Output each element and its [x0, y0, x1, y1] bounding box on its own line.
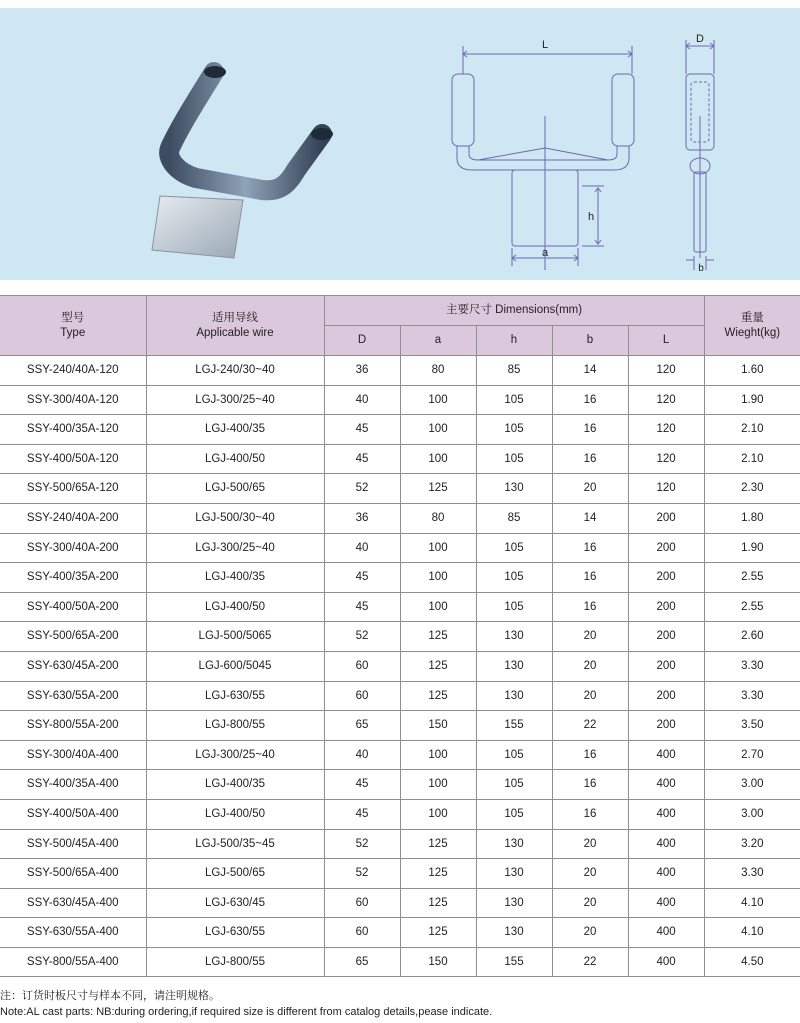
cell-weight: 2.10	[704, 415, 800, 445]
cell-b: 16	[552, 415, 628, 445]
cell-type: SSY-500/45A-400	[0, 829, 146, 859]
cell-D: 45	[324, 770, 400, 800]
cell-type: SSY-240/40A-200	[0, 503, 146, 533]
cell-weight: 2.10	[704, 444, 800, 474]
cell-weight: 1.90	[704, 533, 800, 563]
cell-type: SSY-300/40A-120	[0, 385, 146, 415]
cell-wire: LGJ-400/35	[146, 415, 324, 445]
cell-weight: 2.55	[704, 592, 800, 622]
cell-type: SSY-500/65A-200	[0, 622, 146, 652]
cell-D: 52	[324, 622, 400, 652]
header-wire-cn: 适用导线	[212, 312, 258, 325]
cell-D: 60	[324, 681, 400, 711]
cell-h: 155	[476, 947, 552, 977]
cell-a: 150	[400, 711, 476, 741]
cell-wire: LGJ-500/65	[146, 859, 324, 889]
table-row	[0, 503, 800, 533]
cell-type: SSY-800/55A-400	[0, 947, 146, 977]
header-dim-D: D	[324, 326, 400, 356]
dim-label-D: D	[696, 33, 704, 45]
cell-wire: LGJ-800/55	[146, 711, 324, 741]
cell-weight: 1.80	[704, 503, 800, 533]
table-row	[0, 918, 800, 948]
cell-weight: 3.50	[704, 711, 800, 741]
cell-L: 200	[628, 711, 704, 741]
cell-weight: 2.30	[704, 474, 800, 504]
cell-wire: LGJ-300/25~40	[146, 740, 324, 770]
cell-type: SSY-800/55A-200	[0, 711, 146, 741]
cell-L: 400	[628, 947, 704, 977]
cell-b: 20	[552, 888, 628, 918]
cell-b: 16	[552, 799, 628, 829]
notes	[0, 988, 492, 1020]
cell-type: SSY-400/35A-120	[0, 415, 146, 445]
table-row	[0, 829, 800, 859]
header-dimensions: 主要尺寸 Dimensions(mm)	[324, 296, 704, 326]
cell-b: 14	[552, 503, 628, 533]
cell-D: 45	[324, 799, 400, 829]
table-row	[0, 592, 800, 622]
cell-weight: 2.70	[704, 740, 800, 770]
note-cn: 注：订货时板尺寸与样本不同，请注明规格。	[0, 990, 220, 1002]
cell-wire: LGJ-400/35	[146, 770, 324, 800]
cell-wire: LGJ-630/55	[146, 681, 324, 711]
cell-L: 120	[628, 385, 704, 415]
table-row	[0, 947, 800, 977]
cell-h: 105	[476, 799, 552, 829]
cell-a: 100	[400, 592, 476, 622]
cell-weight: 2.55	[704, 563, 800, 593]
cell-type: SSY-500/65A-400	[0, 859, 146, 889]
cell-L: 200	[628, 503, 704, 533]
cell-L: 200	[628, 563, 704, 593]
table-row	[0, 799, 800, 829]
cell-type: SSY-630/55A-400	[0, 918, 146, 948]
cell-L: 400	[628, 888, 704, 918]
cell-L: 400	[628, 918, 704, 948]
cell-b: 16	[552, 444, 628, 474]
header-dim-L: L	[628, 326, 704, 356]
cell-L: 200	[628, 651, 704, 681]
cell-D: 65	[324, 711, 400, 741]
side-view-drawing	[686, 40, 714, 270]
cell-L: 400	[628, 799, 704, 829]
cell-b: 16	[552, 533, 628, 563]
table-row	[0, 622, 800, 652]
cell-D: 65	[324, 947, 400, 977]
table-body	[0, 356, 800, 977]
cell-b: 20	[552, 918, 628, 948]
cell-b: 16	[552, 740, 628, 770]
cell-h: 130	[476, 474, 552, 504]
dim-label-b: b	[698, 263, 704, 274]
table-row	[0, 563, 800, 593]
cell-L: 400	[628, 770, 704, 800]
cell-weight: 3.30	[704, 651, 800, 681]
cell-D: 45	[324, 592, 400, 622]
cell-wire: LGJ-400/50	[146, 444, 324, 474]
cell-weight: 1.90	[704, 385, 800, 415]
table-row	[0, 770, 800, 800]
cell-L: 200	[628, 622, 704, 652]
cell-D: 36	[324, 356, 400, 386]
cell-h: 130	[476, 829, 552, 859]
cell-wire: LGJ-800/55	[146, 947, 324, 977]
cell-h: 105	[476, 592, 552, 622]
cell-a: 125	[400, 859, 476, 889]
cell-a: 100	[400, 415, 476, 445]
cell-h: 105	[476, 740, 552, 770]
header-dim-h: h	[476, 326, 552, 356]
cell-h: 155	[476, 711, 552, 741]
cell-weight: 3.30	[704, 859, 800, 889]
cell-wire: LGJ-400/35	[146, 563, 324, 593]
table-row	[0, 888, 800, 918]
cell-type: SSY-400/35A-400	[0, 770, 146, 800]
cell-wire: LGJ-500/30~40	[146, 503, 324, 533]
header-wire-en: Applicable wire	[196, 326, 274, 339]
cell-a: 125	[400, 651, 476, 681]
cell-L: 400	[628, 859, 704, 889]
cell-D: 52	[324, 474, 400, 504]
cell-weight: 1.60	[704, 356, 800, 386]
cell-weight: 3.20	[704, 829, 800, 859]
cell-weight: 4.10	[704, 918, 800, 948]
cell-type: SSY-630/45A-400	[0, 888, 146, 918]
table-row	[0, 444, 800, 474]
dim-label-L: L	[541, 39, 549, 51]
header-type-en: Type	[60, 326, 86, 339]
cell-L: 200	[628, 592, 704, 622]
cell-a: 100	[400, 563, 476, 593]
cell-h: 85	[476, 356, 552, 386]
cell-L: 120	[628, 444, 704, 474]
table-row	[0, 385, 800, 415]
cell-weight: 3.00	[704, 770, 800, 800]
cell-type: SSY-630/45A-200	[0, 651, 146, 681]
cell-weight: 3.00	[704, 799, 800, 829]
table-row	[0, 415, 800, 445]
cell-a: 80	[400, 503, 476, 533]
table-row	[0, 711, 800, 741]
cell-wire: LGJ-400/50	[146, 592, 324, 622]
header-dim-b: b	[552, 326, 628, 356]
cell-L: 120	[628, 474, 704, 504]
cell-h: 130	[476, 651, 552, 681]
table-row	[0, 651, 800, 681]
cell-type: SSY-500/65A-120	[0, 474, 146, 504]
cell-L: 120	[628, 415, 704, 445]
cell-a: 125	[400, 622, 476, 652]
cell-D: 52	[324, 829, 400, 859]
cell-h: 105	[476, 415, 552, 445]
cell-type: SSY-400/50A-200	[0, 592, 146, 622]
cell-h: 130	[476, 888, 552, 918]
cell-a: 100	[400, 740, 476, 770]
table-row	[0, 533, 800, 563]
cell-wire: LGJ-300/25~40	[146, 385, 324, 415]
dim-label-h: h	[587, 211, 595, 223]
header-wire	[146, 296, 324, 356]
cell-b: 22	[552, 711, 628, 741]
cell-a: 100	[400, 444, 476, 474]
cell-a: 100	[400, 533, 476, 563]
cell-b: 22	[552, 947, 628, 977]
cell-type: SSY-630/55A-200	[0, 681, 146, 711]
cell-D: 40	[324, 533, 400, 563]
product-illustration	[0, 8, 800, 280]
cell-type: SSY-240/40A-120	[0, 356, 146, 386]
cell-wire: LGJ-500/5065	[146, 622, 324, 652]
cell-b: 20	[552, 622, 628, 652]
header-weight-en: Wieght(kg)	[724, 326, 781, 339]
cell-type: SSY-400/50A-400	[0, 799, 146, 829]
cell-a: 125	[400, 888, 476, 918]
cell-h: 130	[476, 859, 552, 889]
cell-L: 120	[628, 356, 704, 386]
cell-b: 16	[552, 563, 628, 593]
cell-h: 130	[476, 681, 552, 711]
cell-D: 45	[324, 563, 400, 593]
cell-D: 52	[324, 859, 400, 889]
cell-wire: LGJ-300/25~40	[146, 533, 324, 563]
cell-D: 60	[324, 918, 400, 948]
cell-b: 16	[552, 385, 628, 415]
cell-L: 200	[628, 533, 704, 563]
cell-b: 20	[552, 651, 628, 681]
cell-L: 200	[628, 681, 704, 711]
cell-weight: 3.30	[704, 681, 800, 711]
cell-a: 80	[400, 356, 476, 386]
cell-a: 125	[400, 474, 476, 504]
table-row	[0, 681, 800, 711]
header-type	[0, 296, 146, 356]
note-en: Note:AL cast parts: NB:during ordering,if required size is different from catalog details,pease indicate.	[0, 1006, 493, 1018]
cell-a: 125	[400, 918, 476, 948]
product-banner	[0, 8, 800, 280]
cell-b: 20	[552, 681, 628, 711]
cell-a: 125	[400, 829, 476, 859]
cell-h: 105	[476, 533, 552, 563]
cell-wire: LGJ-600/5045	[146, 651, 324, 681]
cell-a: 150	[400, 947, 476, 977]
cell-h: 105	[476, 385, 552, 415]
cell-h: 130	[476, 918, 552, 948]
cell-h: 105	[476, 444, 552, 474]
cell-h: 130	[476, 622, 552, 652]
cell-L: 400	[628, 740, 704, 770]
cell-D: 45	[324, 415, 400, 445]
cell-a: 125	[400, 681, 476, 711]
cell-wire: LGJ-630/45	[146, 888, 324, 918]
cell-wire: LGJ-630/55	[146, 918, 324, 948]
cell-h: 85	[476, 503, 552, 533]
header-dim-a: a	[400, 326, 476, 356]
cell-D: 60	[324, 888, 400, 918]
cell-weight: 2.60	[704, 622, 800, 652]
cell-wire: LGJ-400/50	[146, 799, 324, 829]
cell-wire: LGJ-500/65	[146, 474, 324, 504]
cell-a: 100	[400, 385, 476, 415]
cell-b: 20	[552, 474, 628, 504]
cell-wire: LGJ-240/30~40	[146, 356, 324, 386]
cell-b: 16	[552, 592, 628, 622]
cell-h: 105	[476, 770, 552, 800]
cell-a: 100	[400, 770, 476, 800]
header-weight	[704, 296, 800, 356]
cell-D: 45	[324, 444, 400, 474]
specification-table	[0, 295, 800, 977]
cell-type: SSY-400/35A-200	[0, 563, 146, 593]
cell-type: SSY-400/50A-120	[0, 444, 146, 474]
cell-type: SSY-300/40A-400	[0, 740, 146, 770]
cell-b: 20	[552, 829, 628, 859]
cell-b: 14	[552, 356, 628, 386]
table-row	[0, 356, 800, 386]
table-row	[0, 859, 800, 889]
cell-a: 100	[400, 799, 476, 829]
cell-b: 20	[552, 859, 628, 889]
cell-h: 105	[476, 563, 552, 593]
table-row	[0, 474, 800, 504]
header-type-cn: 型号	[61, 312, 85, 325]
clamp-photo	[152, 66, 333, 258]
cell-D: 40	[324, 385, 400, 415]
cell-b: 16	[552, 770, 628, 800]
cell-weight: 4.50	[704, 947, 800, 977]
cell-D: 40	[324, 740, 400, 770]
header-weight-cn: 重量	[740, 312, 764, 325]
cell-type: SSY-300/40A-200	[0, 533, 146, 563]
front-view-drawing	[452, 46, 634, 270]
cell-L: 400	[628, 829, 704, 859]
cell-weight: 4.10	[704, 888, 800, 918]
table-row	[0, 740, 800, 770]
cell-D: 36	[324, 503, 400, 533]
cell-wire: LGJ-500/35~45	[146, 829, 324, 859]
cell-D: 60	[324, 651, 400, 681]
dim-label-a: a	[541, 247, 549, 259]
